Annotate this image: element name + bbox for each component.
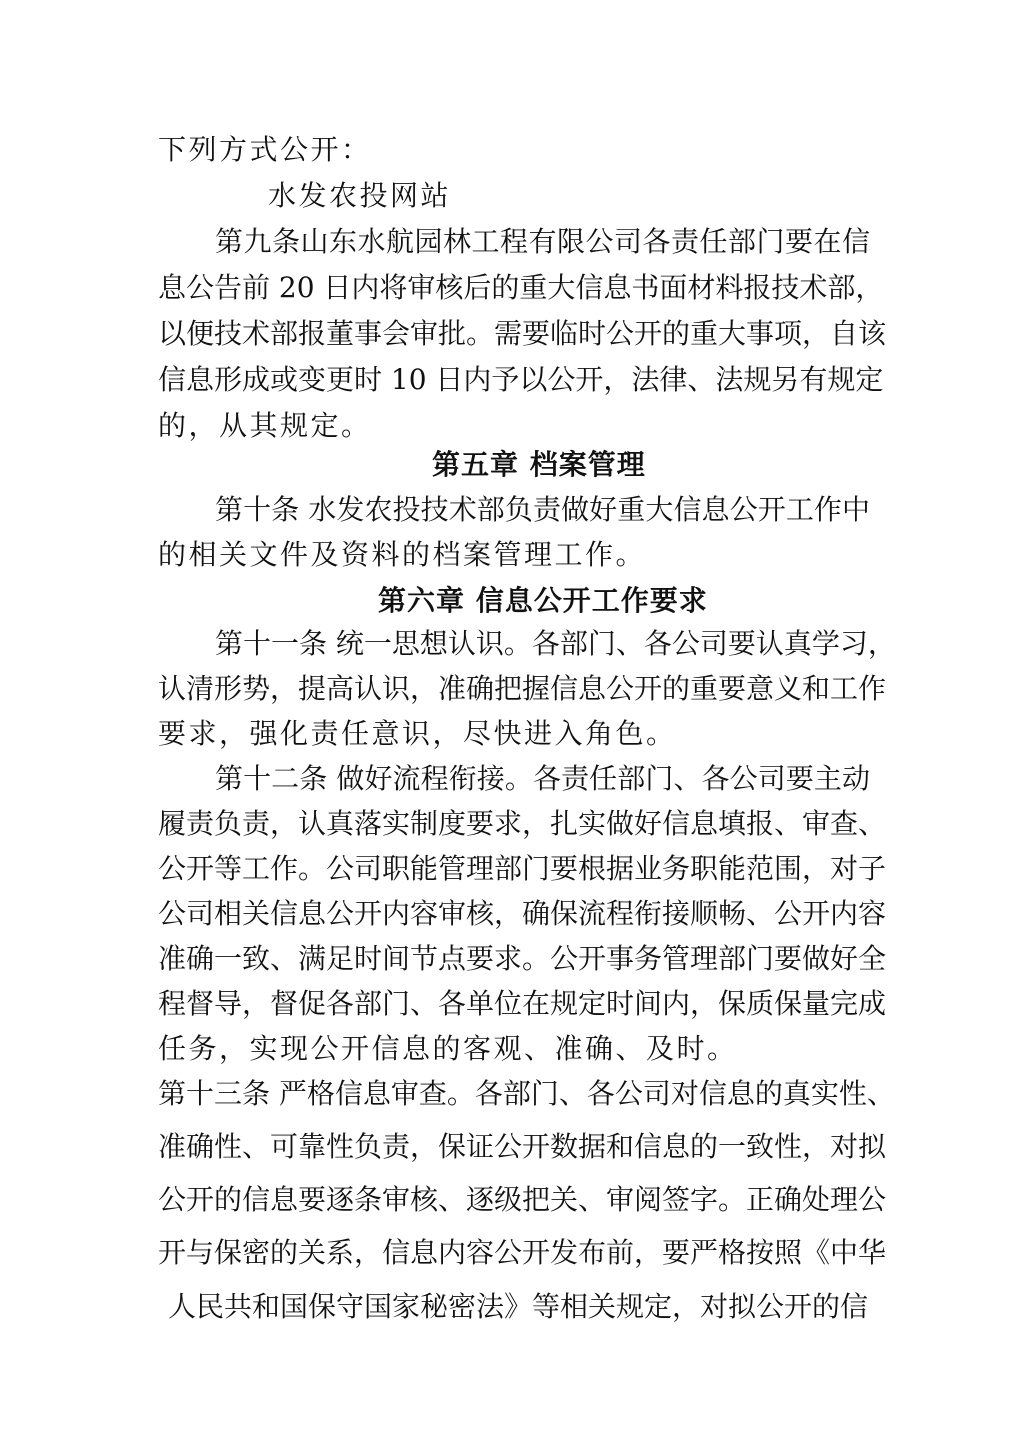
article-12-line: 程督导，督促各部门、各单位在规定时间内，保质保量完成 (158, 987, 887, 1020)
article-13-line: 公开的信息要逐条审核、逐级把关、审阅签字。正确处理公 (158, 1183, 887, 1216)
intro-line: 下列方式公开： (158, 133, 372, 166)
article-13-line: 人民共和国保守国家秘密法》等相关规定，对拟公开的信 (168, 1290, 869, 1323)
article-10-line: 的相关文件及资料的档案管理工作。 (158, 538, 647, 571)
article-9-line: 第九条山东水航园林工程有限公司各责任部门要在信 (215, 225, 870, 258)
article-9-line: 信息形成或变更时 10 日内予以公开，法律、法规另有规定 (158, 363, 884, 396)
article-11-line: 要求，强化责任意识，尽快进入角色。 (158, 717, 677, 750)
article-9-line: 的，从其规定。 (158, 409, 372, 442)
article-9-line: 以便技术部报董事会审批。需要临时公开的重大事项，自该 (158, 317, 887, 350)
article-12-line: 履责负责，认真落实制度要求，扎实做好信息填报、审查、 (158, 807, 887, 840)
article-12-line: 任务，实现公开信息的客观、准确、及时。 (158, 1032, 738, 1065)
article-9-line: 息公告前 20 日内将审核后的重大信息书面材料报技术部， (158, 271, 884, 304)
article-13-line: 第十三条 严格信息审查。各部门、各公司对信息的真实性、 (158, 1077, 895, 1110)
article-13-line: 开与保密的关系，信息内容公开发布前，要严格按照《中华 (158, 1236, 887, 1269)
article-11-line: 认清形势，提高认识，准确把握信息公开的重要意义和工作 (158, 672, 887, 705)
article-13-line: 准确性、可靠性负责，保证公开数据和信息的一致性，对拟 (158, 1130, 887, 1163)
article-12-line: 准确一致、满足时间节点要求。公开事务管理部门要做好全 (158, 942, 887, 975)
article-11-line: 第十一条 统一思想认识。各部门、各公司要认真学习， (215, 627, 896, 660)
article-12-line: 第十二条 做好流程衔接。各责任部门、各公司要主动 (215, 762, 870, 795)
chapter-6-heading: 第六章 信息公开工作要求 (378, 584, 708, 617)
chapter-5-heading: 第五章 档案管理 (432, 448, 646, 481)
article-12-line: 公开等工作。公司职能管理部门要根据业务职能范围，对子 (158, 852, 887, 885)
website-name: 水发农投网站 (268, 179, 452, 212)
article-10-line: 第十条 水发农投技术部负责做好重大信息公开工作中 (215, 493, 870, 526)
article-12-line: 公司相关信息公开内容审核，确保流程衔接顺畅、公开内容 (158, 897, 887, 930)
